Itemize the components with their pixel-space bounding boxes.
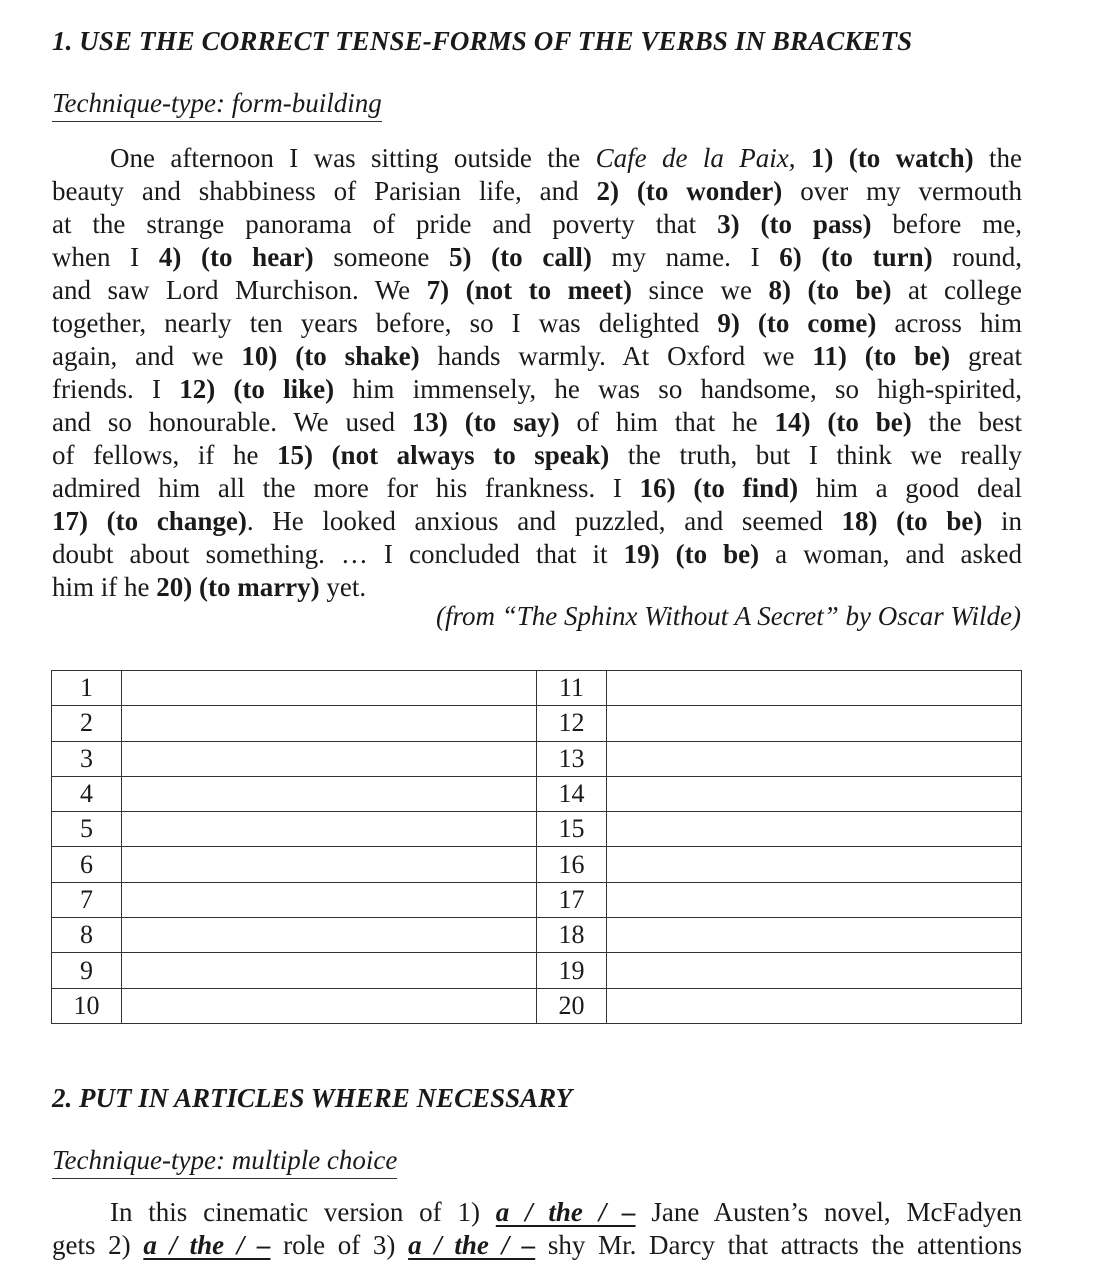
text-segment: in — [982, 506, 1022, 536]
row-number: 20 — [536, 988, 606, 1023]
paragraph-line — [52, 142, 1022, 175]
text-segment: him immensely, he was so handsome, so high-spirited, — [334, 374, 1022, 404]
row-number: 3 — [52, 741, 122, 776]
table-row — [52, 988, 1022, 1023]
table-row — [52, 812, 1022, 847]
verb-prompt: 16) (to find) — [639, 473, 799, 503]
paragraph-line — [52, 538, 1022, 571]
verb-prompt: 20) (to marry) — [156, 572, 320, 602]
verb-prompt: 13) (to say) — [411, 407, 560, 437]
text-segment: him a good deal — [798, 473, 1022, 503]
text-segment: shy Mr. Darcy that attracts the attentions — [535, 1230, 1022, 1260]
table-row — [52, 882, 1022, 917]
paragraph-line — [52, 373, 1022, 406]
table-row — [52, 953, 1022, 988]
row-number: 8 — [52, 918, 122, 953]
verb-prompt: 8) (to be) — [768, 275, 892, 305]
row-number: 19 — [536, 953, 606, 988]
text-segment: the truth, but I think we really — [609, 440, 1022, 470]
text-segment: someone — [313, 242, 449, 272]
text-segment: over my vermouth — [782, 176, 1022, 206]
answer-cell[interactable] — [606, 847, 1021, 882]
text-segment: a woman, and asked — [759, 539, 1022, 569]
answer-table — [51, 670, 1022, 1024]
paragraph-line — [52, 307, 1022, 340]
section2-paragraph — [52, 1196, 1022, 1262]
text-segment: the best — [911, 407, 1023, 437]
paragraph-line — [52, 505, 1022, 538]
text-segment: and saw Lord Murchison. We — [52, 275, 427, 305]
verb-prompt: 17) (to change) — [52, 506, 247, 536]
answer-cell[interactable] — [606, 706, 1021, 741]
text-segment: him if he — [52, 572, 157, 602]
source-citation: (from “The Sphinx Without A Secret” by Oscar Wilde) — [436, 601, 1021, 631]
section1-paragraph — [52, 142, 1022, 604]
text-segment — [795, 143, 810, 173]
table-row — [52, 671, 1022, 706]
text-segment: the — [973, 143, 1022, 173]
verb-prompt: 19) (to be) — [623, 539, 760, 569]
row-number: 13 — [536, 741, 606, 776]
text-segment: before me, — [871, 209, 1022, 239]
section1-technique: Technique-type: form-building — [52, 88, 382, 122]
text-segment: admired him all the more for his frankness. I — [52, 473, 640, 503]
row-number: 15 — [536, 812, 606, 847]
verb-prompt: 6) (to turn) — [779, 242, 933, 272]
text-segment: when I — [52, 242, 159, 272]
text-segment: of fellows, if he — [52, 440, 277, 470]
paragraph-line — [52, 439, 1022, 472]
row-number: 18 — [536, 918, 606, 953]
answer-cell[interactable] — [606, 812, 1021, 847]
text-segment: round, — [932, 242, 1023, 272]
verb-prompt: 2) (to wonder) — [596, 176, 783, 206]
verb-prompt: 7) (not to meet) — [426, 275, 633, 305]
section2-technique: Technique-type: multiple choice — [52, 1145, 397, 1179]
text-segment: Jane Austen’s novel, McFadyen — [635, 1197, 1022, 1227]
answer-cell[interactable] — [606, 776, 1021, 811]
verb-prompt: 4) (to hear) — [158, 242, 314, 272]
text-segment: One afternoon I was sitting outside the — [110, 143, 596, 173]
row-number: 5 — [52, 812, 122, 847]
answer-cell[interactable] — [606, 988, 1021, 1023]
text-segment: at college — [891, 275, 1022, 305]
answer-cell[interactable] — [121, 847, 536, 882]
text-segment: again, and we — [52, 341, 242, 371]
row-number: 11 — [536, 671, 606, 706]
row-number: 16 — [536, 847, 606, 882]
text-segment: hands warmly. At Oxford we — [419, 341, 813, 371]
text-segment: of him that he — [559, 407, 775, 437]
text-segment: since we — [632, 275, 769, 305]
verb-prompt: 11) (to be) — [812, 341, 951, 371]
section2-heading: 2. PUT IN ARTICLES WHERE NECESSARY — [52, 1083, 573, 1113]
answer-cell[interactable] — [606, 882, 1021, 917]
paragraph-line — [52, 571, 1022, 604]
paragraph-line — [52, 340, 1022, 373]
text-segment: In this cinematic version of 1) — [110, 1197, 496, 1227]
article-choice[interactable]: a / the / – — [495, 1197, 636, 1227]
verb-prompt: 1) (to watch) — [810, 143, 974, 173]
answer-cell[interactable] — [606, 953, 1021, 988]
paragraph-line — [52, 241, 1022, 274]
text-segment: friends. I — [52, 374, 180, 404]
text-segment: role of 3) — [270, 1230, 409, 1260]
text-segment: together, nearly ten years before, so I was delighted — [52, 308, 718, 338]
verb-prompt: 12) (to like) — [179, 374, 335, 404]
text-segment: across him — [876, 308, 1022, 338]
answer-cell[interactable] — [121, 918, 536, 953]
verb-prompt: 14) (to be) — [774, 407, 912, 437]
answer-cell[interactable] — [121, 882, 536, 917]
answer-cell[interactable] — [121, 741, 536, 776]
verb-prompt: 5) (to call) — [449, 242, 592, 272]
answer-cell[interactable] — [606, 671, 1021, 706]
text-segment: great — [950, 341, 1022, 371]
paragraph-line — [52, 274, 1022, 307]
table-row — [52, 776, 1022, 811]
row-number: 12 — [536, 706, 606, 741]
verb-prompt: 9) (to come) — [717, 308, 877, 338]
text-segment: my name. I — [591, 242, 780, 272]
article-choice[interactable]: a / the / – — [143, 1230, 271, 1260]
answer-cell[interactable] — [121, 988, 536, 1023]
text-segment: yet. — [319, 572, 367, 602]
row-number: 7 — [52, 882, 122, 917]
table-row — [52, 741, 1022, 776]
answer-cell[interactable] — [121, 812, 536, 847]
table-row — [52, 918, 1022, 953]
table-row — [52, 706, 1022, 741]
article-choice[interactable]: a / the / – — [408, 1230, 536, 1260]
paragraph-line — [52, 1229, 1022, 1262]
paragraph-line — [52, 175, 1022, 208]
paragraph-line — [52, 406, 1022, 439]
answer-cell[interactable] — [606, 741, 1021, 776]
answer-cell[interactable] — [606, 918, 1021, 953]
verb-prompt: 15) (not always to speak) — [277, 440, 610, 470]
paragraph-line — [52, 1196, 1022, 1229]
text-segment: and so honourable. We used — [52, 407, 412, 437]
paragraph-line — [52, 472, 1022, 505]
row-number: 10 — [52, 988, 122, 1023]
row-number: 2 — [52, 706, 122, 741]
row-number: 6 — [52, 847, 122, 882]
answer-cell[interactable] — [121, 953, 536, 988]
verb-prompt: 18) (to be) — [841, 506, 983, 536]
answer-cell[interactable] — [121, 671, 536, 706]
row-number: 9 — [52, 953, 122, 988]
answer-cell[interactable] — [121, 776, 536, 811]
text-segment: . He looked anxious and puzzled, and seemed — [246, 506, 842, 536]
row-number: 1 — [52, 671, 122, 706]
text-segment: at the strange panorama of pride and poverty that — [52, 209, 718, 239]
verb-prompt: 3) (to pass) — [717, 209, 872, 239]
row-number: 17 — [536, 882, 606, 917]
paragraph-line — [52, 208, 1022, 241]
verb-prompt: 10) (to shake) — [241, 341, 420, 371]
row-number: 14 — [536, 776, 606, 811]
italic-title: Cafe de la Paix, — [595, 143, 796, 173]
answer-cell[interactable] — [121, 706, 536, 741]
row-number: 4 — [52, 776, 122, 811]
text-segment: beauty and shabbiness of Parisian life, and — [52, 176, 597, 206]
text-segment: gets 2) — [52, 1230, 144, 1260]
text-segment: doubt about something. … I concluded that it — [52, 539, 624, 569]
section1-heading: 1. USE THE CORRECT TENSE-FORMS OF THE VERBS IN BRACKETS — [52, 26, 913, 56]
table-row — [52, 847, 1022, 882]
